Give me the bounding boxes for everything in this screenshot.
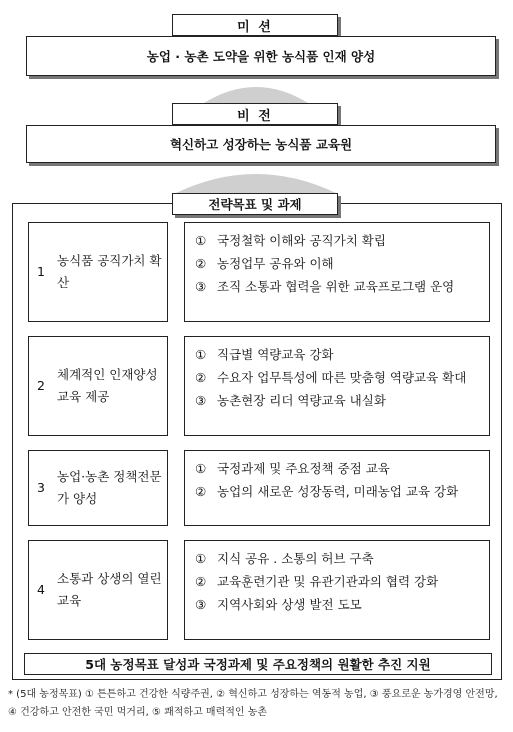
arrow-up-icon <box>196 77 316 103</box>
arrow-up-icon <box>170 163 342 193</box>
task-item: ③ 지역사회와 상생 발전 도모 <box>195 597 362 612</box>
mission-title-box <box>172 14 338 36</box>
vision-text: 혁신하고 성장하는 농식품 교육원 <box>169 137 353 152</box>
footnote-line-2: ④ 건강하고 안전한 국민 먹거리, ⑤ 쾌적하고 매력적인 농촌 <box>8 707 268 718</box>
goal-number: 3 <box>37 480 45 495</box>
goal-box-2 <box>28 336 168 436</box>
footnote-line-1: * (5대 농정목표) ① 튼튼하고 건강한 식량주권, ② 혁신하고 성장하는 역동적 농업, ③ 풍요로운 농가경영 안전망, <box>8 689 498 700</box>
footnote <box>8 686 508 726</box>
goal-label: 체계적인 인재양성 교육 제공 <box>57 367 158 404</box>
mission-text: 농업 · 농촌 도약을 위한 농식품 인재 양성 <box>146 49 376 64</box>
task-item: ① 지식 공유 . 소통의 허브 구축 <box>195 551 374 566</box>
task-box-1 <box>184 222 490 322</box>
goal-number: 4 <box>37 582 45 597</box>
task-item: ① 국정철학 이해와 공직가치 확립 <box>195 233 386 248</box>
task-item: ③ 조직 소통과 협력을 위한 교육프로그램 운영 <box>195 279 455 294</box>
goal-label: 소통과 상생의 열린 교육 <box>57 571 162 608</box>
task-item: ① 직급별 역량교육 강화 <box>195 347 334 362</box>
goal-label: 농업·농촌 정책전문가 양성 <box>57 469 162 506</box>
goal-box-3 <box>28 450 168 526</box>
task-item: ② 농업의 새로운 성장동력, 미래농업 교육 강화 <box>195 484 459 499</box>
goal-box-4 <box>28 540 168 640</box>
vision-box <box>26 125 496 163</box>
strategy-title: 전략목표 및 과제 <box>208 197 302 212</box>
task-box-3 <box>184 450 490 526</box>
task-item: ③ 농촌현장 리더 역량교육 내실화 <box>195 393 386 408</box>
vision-title: 비 전 <box>237 108 273 124</box>
task-item: ① 국정과제 및 주요정책 중점 교육 <box>195 461 390 476</box>
strategy-title-box <box>172 193 338 215</box>
task-box-2 <box>184 336 490 436</box>
goal-number: 2 <box>37 378 45 393</box>
support-banner <box>24 653 492 675</box>
goal-label: 농식품 공직가치 확산 <box>57 253 162 290</box>
task-item: ② 농정업무 공유와 이해 <box>195 256 334 271</box>
goal-number: 1 <box>37 264 45 279</box>
vision-title-box <box>172 103 338 125</box>
task-item: ② 수요자 업무특성에 따른 맞춤형 역량교육 확대 <box>195 370 467 385</box>
mission-box <box>26 36 496 76</box>
support-banner-text: 5대 농정목표 달성과 국정과제 및 주요정책의 원활한 추진 지원 <box>85 657 431 672</box>
mission-title: 미 션 <box>237 19 273 35</box>
task-item: ② 교육훈련기관 및 유관기관과의 협력 강화 <box>195 574 439 589</box>
goal-box-1 <box>28 222 168 322</box>
task-box-4 <box>184 540 490 640</box>
